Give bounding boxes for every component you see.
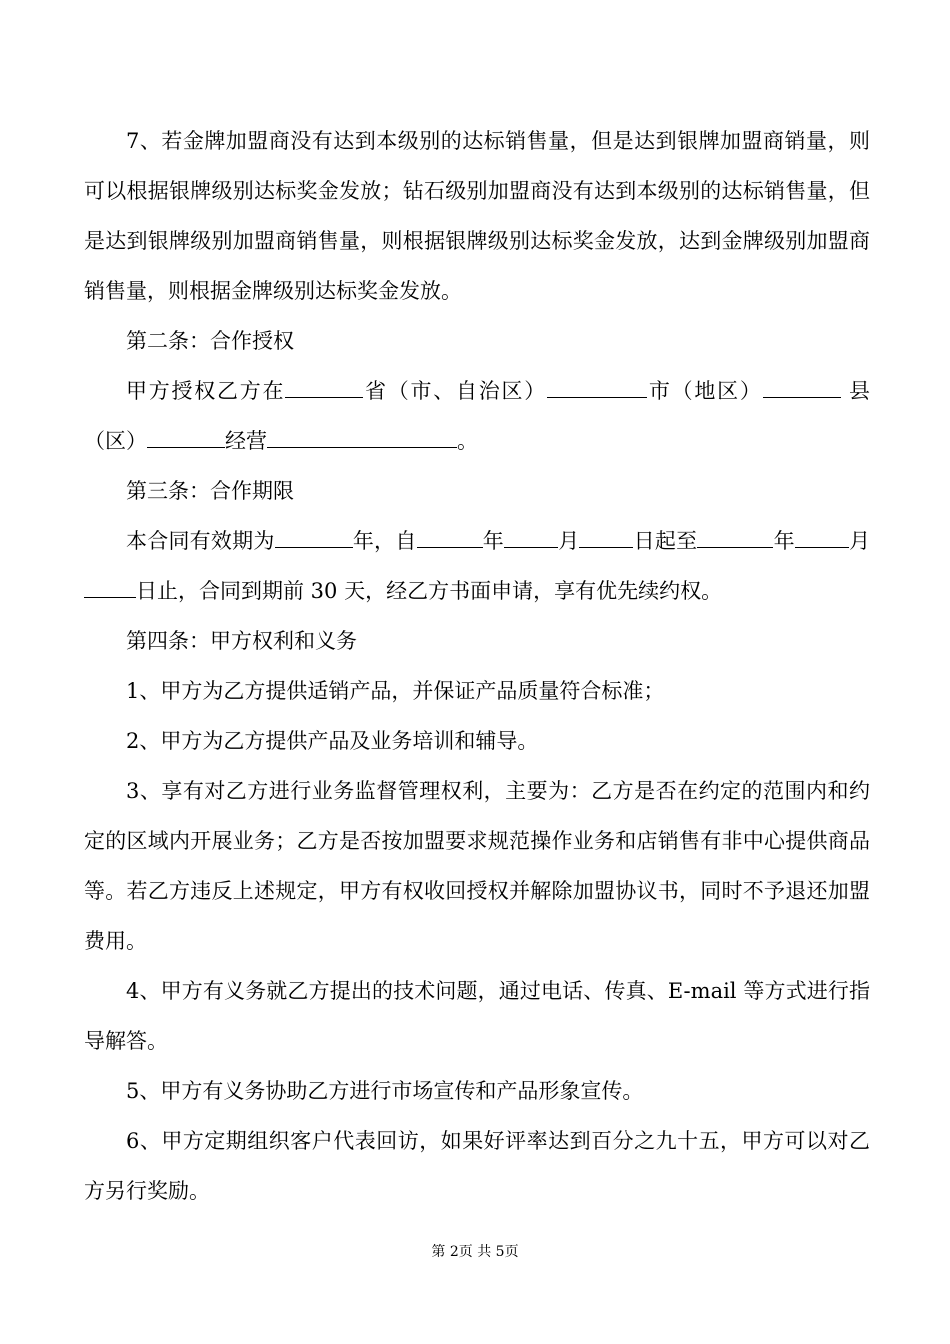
clause-4-2: 2、甲方为乙方提供产品及业务培训和辅导。 bbox=[126, 729, 539, 753]
clause-4-1: 1、甲方为乙方提供适销产品，并保证产品质量符合标准； bbox=[126, 679, 665, 703]
document-body bbox=[84, 116, 870, 1216]
article-2-text: 甲方授权乙方在 省（市、自治区） 市（地区） 县（区） 经营 。 bbox=[84, 379, 871, 453]
blank-term-years[interactable] bbox=[275, 527, 353, 548]
blank-start-month[interactable] bbox=[504, 527, 558, 548]
blank-province[interactable] bbox=[285, 377, 363, 398]
article-4-title: 第四条：甲方权利和义务 bbox=[126, 629, 357, 653]
blank-start-year[interactable] bbox=[417, 527, 483, 548]
page-footer: 第 2页 共 5页 bbox=[431, 1244, 519, 1260]
article-2-title: 第二条：合作授权 bbox=[126, 329, 294, 353]
blank-end-year[interactable] bbox=[697, 527, 773, 548]
blank-business-scope[interactable] bbox=[267, 427, 457, 448]
blank-start-day[interactable] bbox=[579, 527, 633, 548]
blank-county[interactable] bbox=[763, 377, 841, 398]
clause-4-3: 3、享有对乙方进行业务监督管理权利，主要为：乙方是否在约定的范围内和约定的区域内开展业务；乙方是否按加盟要求规范操作业务和店销售有非中心提供商品等。若乙方违反上述规定，甲方有权收回授权并解除加盟协议书，同时不予退还加盟费用。 bbox=[84, 779, 870, 953]
blank-end-month-a[interactable] bbox=[795, 527, 849, 548]
article-3-text: 本合同有效期为 年，自 年 月 日起至 年 月日止，合同到期前 30 天，经乙方书面申请，享有优先续约权。 bbox=[84, 516, 870, 616]
clause-4-6: 6、甲方定期组织客户代表回访，如果好评率达到百分之九十五，甲方可以对乙方另行奖励。 bbox=[84, 1129, 870, 1203]
blank-city[interactable] bbox=[547, 377, 647, 398]
blank-district[interactable] bbox=[147, 427, 225, 448]
clause-7: 7、若金牌加盟商没有达到本级别的达标销售量，但是达到银牌加盟商销量，则可以根据银牌级别达标奖金发放；钻石级别加盟商没有达到本级别的达标销售量，但是达到银牌级别加盟商销售量，则根据银牌级别达标奖金发放，达到金牌级别加盟商销售量，则根据金牌级别达标奖金发放。 bbox=[84, 129, 870, 303]
blank-end-day[interactable] bbox=[84, 577, 136, 598]
clause-4-4: 4、甲方有义务就乙方提出的技术问题，通过电话、传真、E-mail 等方式进行指导解答。 bbox=[84, 979, 870, 1053]
clause-4-5: 5、甲方有义务协助乙方进行市场宣传和产品形象宣传。 bbox=[126, 1079, 644, 1103]
article-3-title: 第三条：合作期限 bbox=[126, 479, 294, 503]
